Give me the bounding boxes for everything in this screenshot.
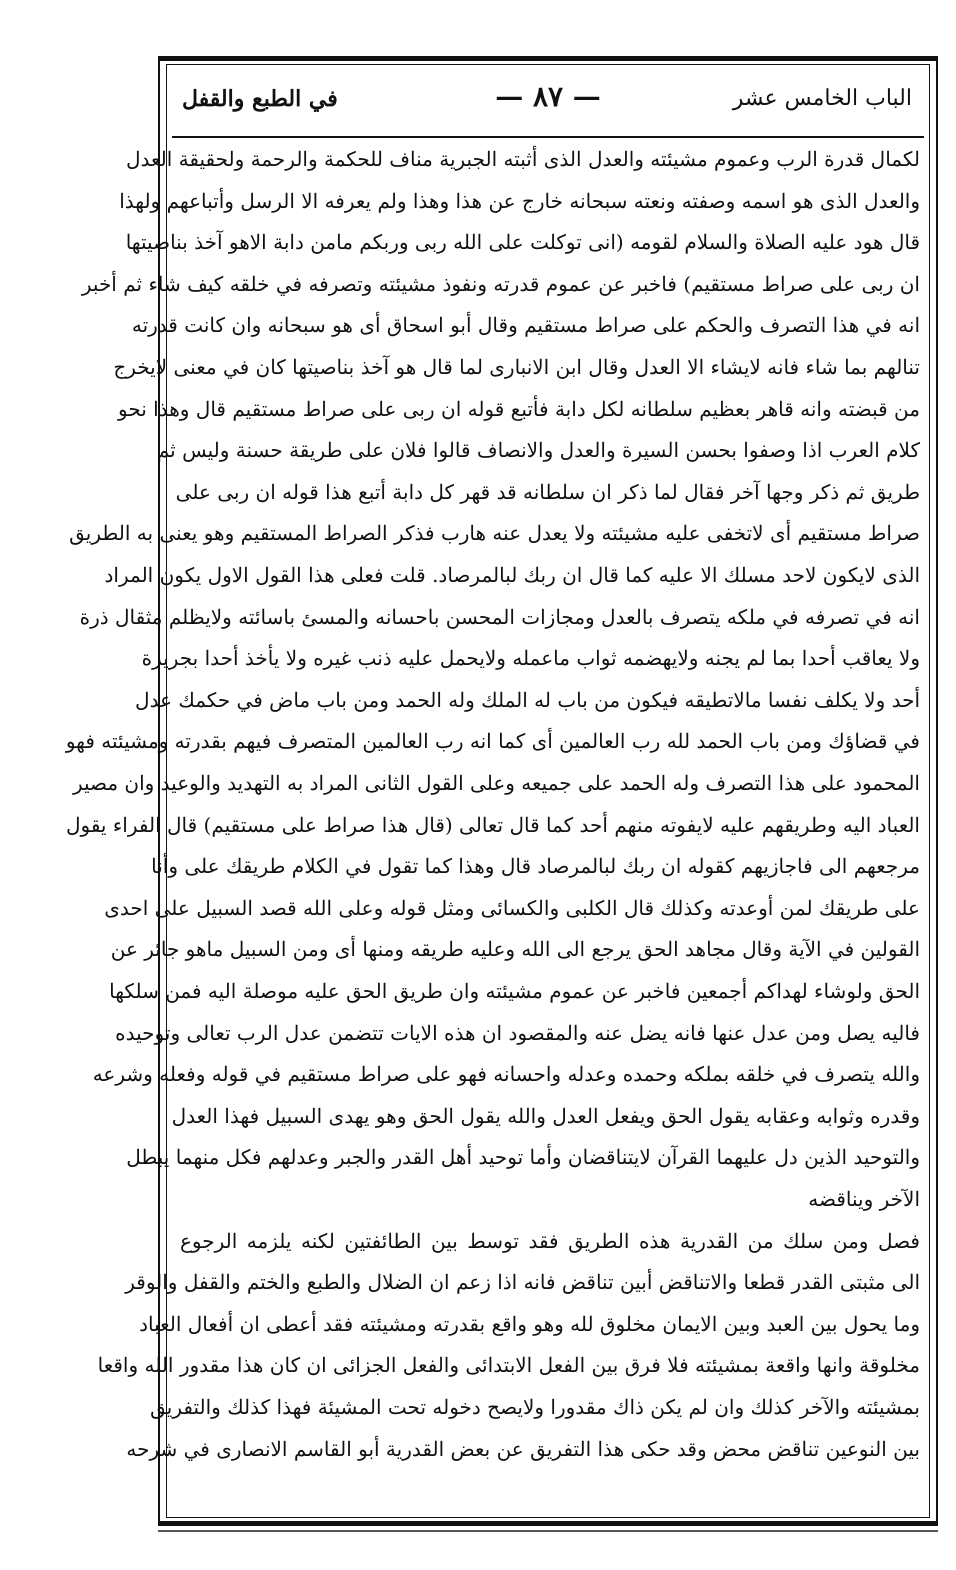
- text-line: الذى لايكون لاحد مسلك الا عليه كما قال ان ربك لبالمرصاد. قلت فعلى هذا القول الاول يكون المراد: [104, 563, 920, 587]
- page-header: [172, 68, 924, 138]
- text-line: مرجعهم الى فاجازيهم كقوله ان ربك لبالمرصاد قال وهذا كما تقول في الكلام طريقك على وأنا: [151, 854, 920, 879]
- text-line: فاليه يصل ومن عدل عنها فانه يضل عنه والمقصود ان هذه الايات تتضمن عدل الرب تعالى وتوحيده: [115, 1020, 920, 1045]
- text-line: الآخر ويناقضه: [808, 1187, 920, 1211]
- text-line: تنالهم بما شاء فانه لايشاء الا العدل وقال ابن الانبارى لما قال هو آخذ بناصيتها كان في معنى لايخرج: [113, 355, 920, 379]
- text-line: ولا يعاقب أحدا بما لم يجنه ولايهضمه ثواب ماعمله ولايحمل عليه ذنب غيره ولا يأخذ أحدا بجريرة: [141, 646, 920, 671]
- text-line: وما يحول بين العبد وبين الايمان مخلوق لله وهو واقع بقدرته ومشيئته فقد أعطى ان أفعال العباد: [139, 1311, 920, 1336]
- text-line: أحد ولا يكلف نفسا مالاتطيقه فيكون من باب له الملك وله الحمد ومن باب ماض في حكمك عدل: [135, 687, 920, 712]
- text-line: والله يتصرف في خلقه بملكه وحمده وعدله واحسانه فهو على صراط مستقيم في قوله وفعله وشرعه: [92, 1062, 920, 1087]
- text-line: الحق ولوشاء لهداكم أجمعين فاخبر عن عموم مشيئته وان طريق الحق عليه موصلة اليه فمن سلكها: [109, 979, 920, 1003]
- text-line: الى مثبتى القدر قطعا والاتناقض أبين تناقض فانه اذا زعم ان الضلال والطبع والختم والقفل والوقر: [125, 1270, 920, 1295]
- text-line: فصل ومن سلك من القدرية هذه الطريق فقد توسط بين الطائفتين لكنه يلزمه الرجوع: [180, 1228, 920, 1253]
- text-line: بين النوعين تناقض محض وقد حكى هذا التفريق عن بعض القدرية أبو القاسم الانصارى في شرحه: [126, 1436, 920, 1461]
- text-line: على طريقك لمن أوعدته وكذلك قال الكلبى والكسائى ومثل قوله وعلى الله قصد السبيل على احدى: [104, 895, 920, 920]
- text-line: في قضاؤك ومن باب الحمد لله رب العالمين أى كما انه رب العالمين المتصرف فيهم بقدرته ومشيئته فهو: [65, 729, 920, 754]
- section-topic: في الطبع والقفل: [182, 86, 338, 112]
- text-line: والعدل الذى هو اسمه وصفته ونعته سبحانه خارج عن هذا وهذا ولم يعرفه الا الرسل وأتباعهم ولهذا: [119, 188, 920, 213]
- text-line: انه في هذا التصرف والحكم على صراط مستقيم وقال أبو اسحاق أى هو سبحانه وان كانت قدرته: [131, 313, 920, 338]
- chapter-title: الباب الخامس عشر: [732, 86, 912, 111]
- text-line: قال هود عليه الصلاة والسلام لقومه (انى توكلت على الله ربى وربكم مامن دابة الاهو آخذ بناصيتها: [125, 230, 920, 255]
- text-line: بمشيئته والآخر كذلك وان لم يكن ذاك مقدورا ولايصح دخوله تحت المشيئة فهذا كذلك والتفريق: [150, 1395, 920, 1419]
- text-line: انه في تصرفه في ملكه يتصرف بالعدل ومجازات المحسن باحسانه والمسئ باسائته ولايظلم مثقال ذرة: [79, 604, 920, 629]
- text-line: القولين في الآية وقال مجاهد الحق يرجع الى الله وعليه طريقه ومنها أى ومن السبيل ماهو جائر عن: [110, 937, 920, 962]
- text-line: والتوحيد الذين دل عليهما القرآن لايتناقضان وأما توحيد أهل القدر والجبر وعدلهم فكل منهما يبطل: [126, 1145, 920, 1170]
- text-line: العباد اليه وطريقهم عليه لايفوته منهم أحد كما قال تعالى (قال هذا صراط على مستقيم) قال الفراء يقول: [65, 812, 920, 837]
- text-line: من قبضته وانه قاهر بعظيم سلطانه لكل دابة فأتبع قوله ان ربى على صراط مستقيم قال وهذا نحو: [118, 396, 920, 421]
- text-line: لكمال قدرة الرب وعموم مشيئته والعدل الذى أثبته الجبرية مناف للحكمة والرحمة ولحقيقة العدل: [125, 147, 920, 171]
- text-line: ان ربى على صراط مستقيم) فاخبر عن عموم قدرته ونفوذ مشيئته وتصرفه في خلقه كيف شاء ثم أخبر: [81, 271, 920, 296]
- bottom-rule: [158, 1530, 938, 1532]
- text-line: طريق ثم ذكر وجها آخر فقال لما ذكر ان سلطانه قد قهر كل دابة أتبع هذا قوله ان ربى على: [175, 479, 920, 504]
- text-line: مخلوقة وانها واقعة بمشيئته فلا فرق بين الفعل الابتدائى والفعل الجزائى ان كان هذا مقدور الله واقعا: [97, 1353, 920, 1378]
- text-line: المحمود على هذا التصرف وله الحمد على جميعه وعلى القول الثانى المراد به التهديد والوعيد وان مصير: [72, 771, 920, 795]
- page-body: [65, 142, 920, 1512]
- text-line: كلام العرب اذا وصفوا بحسن السيرة والعدل والانصاف قالوا فلان على طريقة حسنة وليس ثم: [156, 438, 920, 463]
- page-number: — ٨٧ —: [495, 80, 601, 113]
- text-line: صراط مستقيم أى لاتخفى عليه مشيئته ولا يعدل عنه هارب فذكر الصراط المستقيم وهو يعنى به الطريق: [69, 521, 920, 546]
- text-line: وقدره وثوابه وعقابه يقول الحق ويفعل العدل والله يقول الحق وهو يهدى السبيل فهذا العدل: [171, 1103, 920, 1128]
